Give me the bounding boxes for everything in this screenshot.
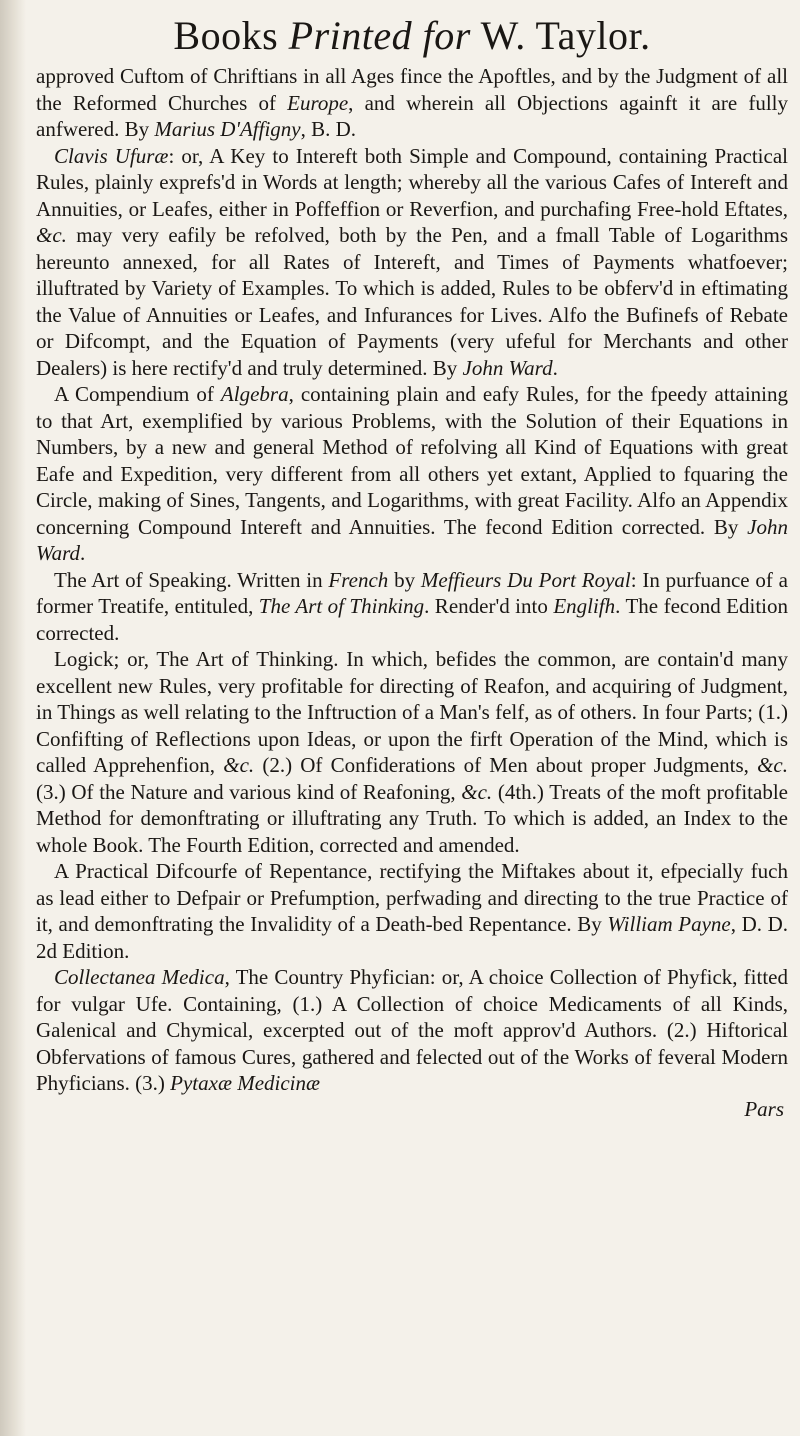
entry-title: Collectanea Medica xyxy=(54,965,225,989)
book-entry-repentance xyxy=(36,858,788,964)
entry-author: Meffieurs Du Port Royal xyxy=(420,567,631,592)
book-entry-art-of-speaking xyxy=(36,567,788,647)
entry-text: The Art of Speaking. Written in xyxy=(54,567,329,592)
book-page xyxy=(36,0,788,1436)
entry-author: John Ward xyxy=(36,514,788,565)
entry-text: A Practical Difcourfe of Repentance, rectifying the Miftakes about it, efpecially fuch as lead either to Defpair or Prefumption, perfwading and directing to the true Practice of it, and demonftrating the Invalidity of a Death-bed Repentance. By xyxy=(36,859,788,936)
header-prefix: Books xyxy=(173,13,289,58)
entry-italic: Algebra xyxy=(220,382,289,406)
catchword: Pars xyxy=(744,1096,784,1121)
entry-italic: The Art of Thinking xyxy=(258,594,425,618)
book-entry-clavis-usurae xyxy=(36,143,788,382)
entry-author: William Payne xyxy=(607,912,731,936)
entry-text: , D. D. 2d Edition. xyxy=(36,912,789,963)
entry-italic: Europe xyxy=(287,90,349,115)
entry-text: (3.) Of the Nature and various kind of Reafoning, xyxy=(36,779,462,804)
entry-text: . xyxy=(79,541,86,565)
entry-text: . The fecond Edition corrected. xyxy=(36,594,788,645)
book-entry-compendium-algebra xyxy=(36,381,788,567)
entry-title: Clavis Ufuræ xyxy=(54,143,169,168)
entry-text: , The Country Phyfician: or, A choice Collection of Phyfick, fitted for vulgar Ufe. Containing, (1.) A Collection of choice Medicaments of all Kinds, Galenical and Chymical, excerpted out of the moft approv'd Authors. (2.) Hiftorical Obfervations of famous Cures, gathered and felected out of the Works of feveral Modern Phyficians. (3.) xyxy=(36,965,788,1095)
entry-text: may very eafily be refolved, both by the Pen, and a fmall Table of Logarithms hereunto annexed, for all Rates of Intereft, and Times of Payments whatfoever; illuftrated by Variety of Examples. To which is added, Rules to be obferv'd in eftimating the Value of Annuities or Leafes, and Infurances for Lives. Alfo the Bufinefs of Rebate or Difcompt, and the Equation of Payments (very ufeful for Merchants and other Dealers) is here rectify'd and truly determined. By xyxy=(36,223,788,380)
header-italic: Printed for xyxy=(288,13,471,58)
entry-text: Logick; or, The Art of Thinking. In which, befides the common, are contain'd many excellent new Rules, very profitable for directing of Reafon, and acquiring of Judgment, in Things as well relating to the Inftruction of a Man's felf, as of others. In four Parts; (1.) Confifting of Reflections upon Ideas, or upon the firft Operation of the Mind, which is called Apprehenfion, xyxy=(36,647,788,777)
entry-text: , B. D. xyxy=(300,117,357,141)
entry-text: A Compendium of xyxy=(54,382,221,406)
entry-italic: &c. xyxy=(36,223,67,247)
entry-text: , and wherein all Objections againft it are fully anfwered. By xyxy=(36,90,788,141)
entry-text: (4th.) Treats of the moft profitable Method for demonftrating or illuftrating any Truth. To which is added, an Index to the whole Book. The Fourth Edition, corrected and amended. xyxy=(36,779,788,857)
entry-author: John Ward xyxy=(462,355,553,380)
book-gutter-shadow xyxy=(0,0,26,1436)
running-header xyxy=(36,12,788,59)
entry-italic: French xyxy=(328,567,389,592)
book-entry-collectanea-medica xyxy=(36,964,788,1097)
book-entry-logick xyxy=(36,646,788,858)
header-suffix: W. Taylor. xyxy=(470,13,651,58)
entry-text: . xyxy=(552,355,558,380)
entry-text: : or, A Key to Intereft both Simple and Compound, containing Practical Rules, plainly exprefs'd in Words at length; whereby all the various Cafes of Intereft and Annuities, or Leafes, either in Poffeffion or Reverfion, and purchafing Free-hold Eftates, xyxy=(36,143,788,221)
entry-italic: &c. xyxy=(461,779,493,804)
entry-text: (2.) Of Confiderations of Men about proper Judgments, xyxy=(254,753,758,777)
book-entry-approved-custom xyxy=(36,63,788,143)
entry-author: Marius D'Affigny xyxy=(154,117,301,141)
entry-text: , containing plain and eafy Rules, for the fpeedy attaining to that Art, exemplified by various Problems, with the Solution of their Equations in Numbers, by a new and general Method of refolving all Kind of Equations with great Eafe and Expedition, very different from all others yet extant, Applied to fquaring the Circle, making of Sines, Tangents, and Logarithms, with great Facility. Alfo an Appendix concerning Compound Intereft and Annuities. The fecond Edition corrected. By xyxy=(36,382,788,539)
entry-italic: &c. xyxy=(757,753,788,777)
entry-text: approved Cuftom of Chriftians in all Ages fince the Apoftles, and by the Judgment of all the Reformed Churches of xyxy=(36,64,788,115)
entry-italic: &c. xyxy=(223,753,255,777)
entry-text: : In purfuance of a former Treatife, entituled, xyxy=(36,567,789,618)
entry-italic: Englifh xyxy=(553,594,616,618)
entry-text: by xyxy=(388,567,421,592)
entry-text: . Render'd into xyxy=(424,594,554,618)
entry-italic: Pytaxæ Medicinæ xyxy=(170,1071,321,1095)
